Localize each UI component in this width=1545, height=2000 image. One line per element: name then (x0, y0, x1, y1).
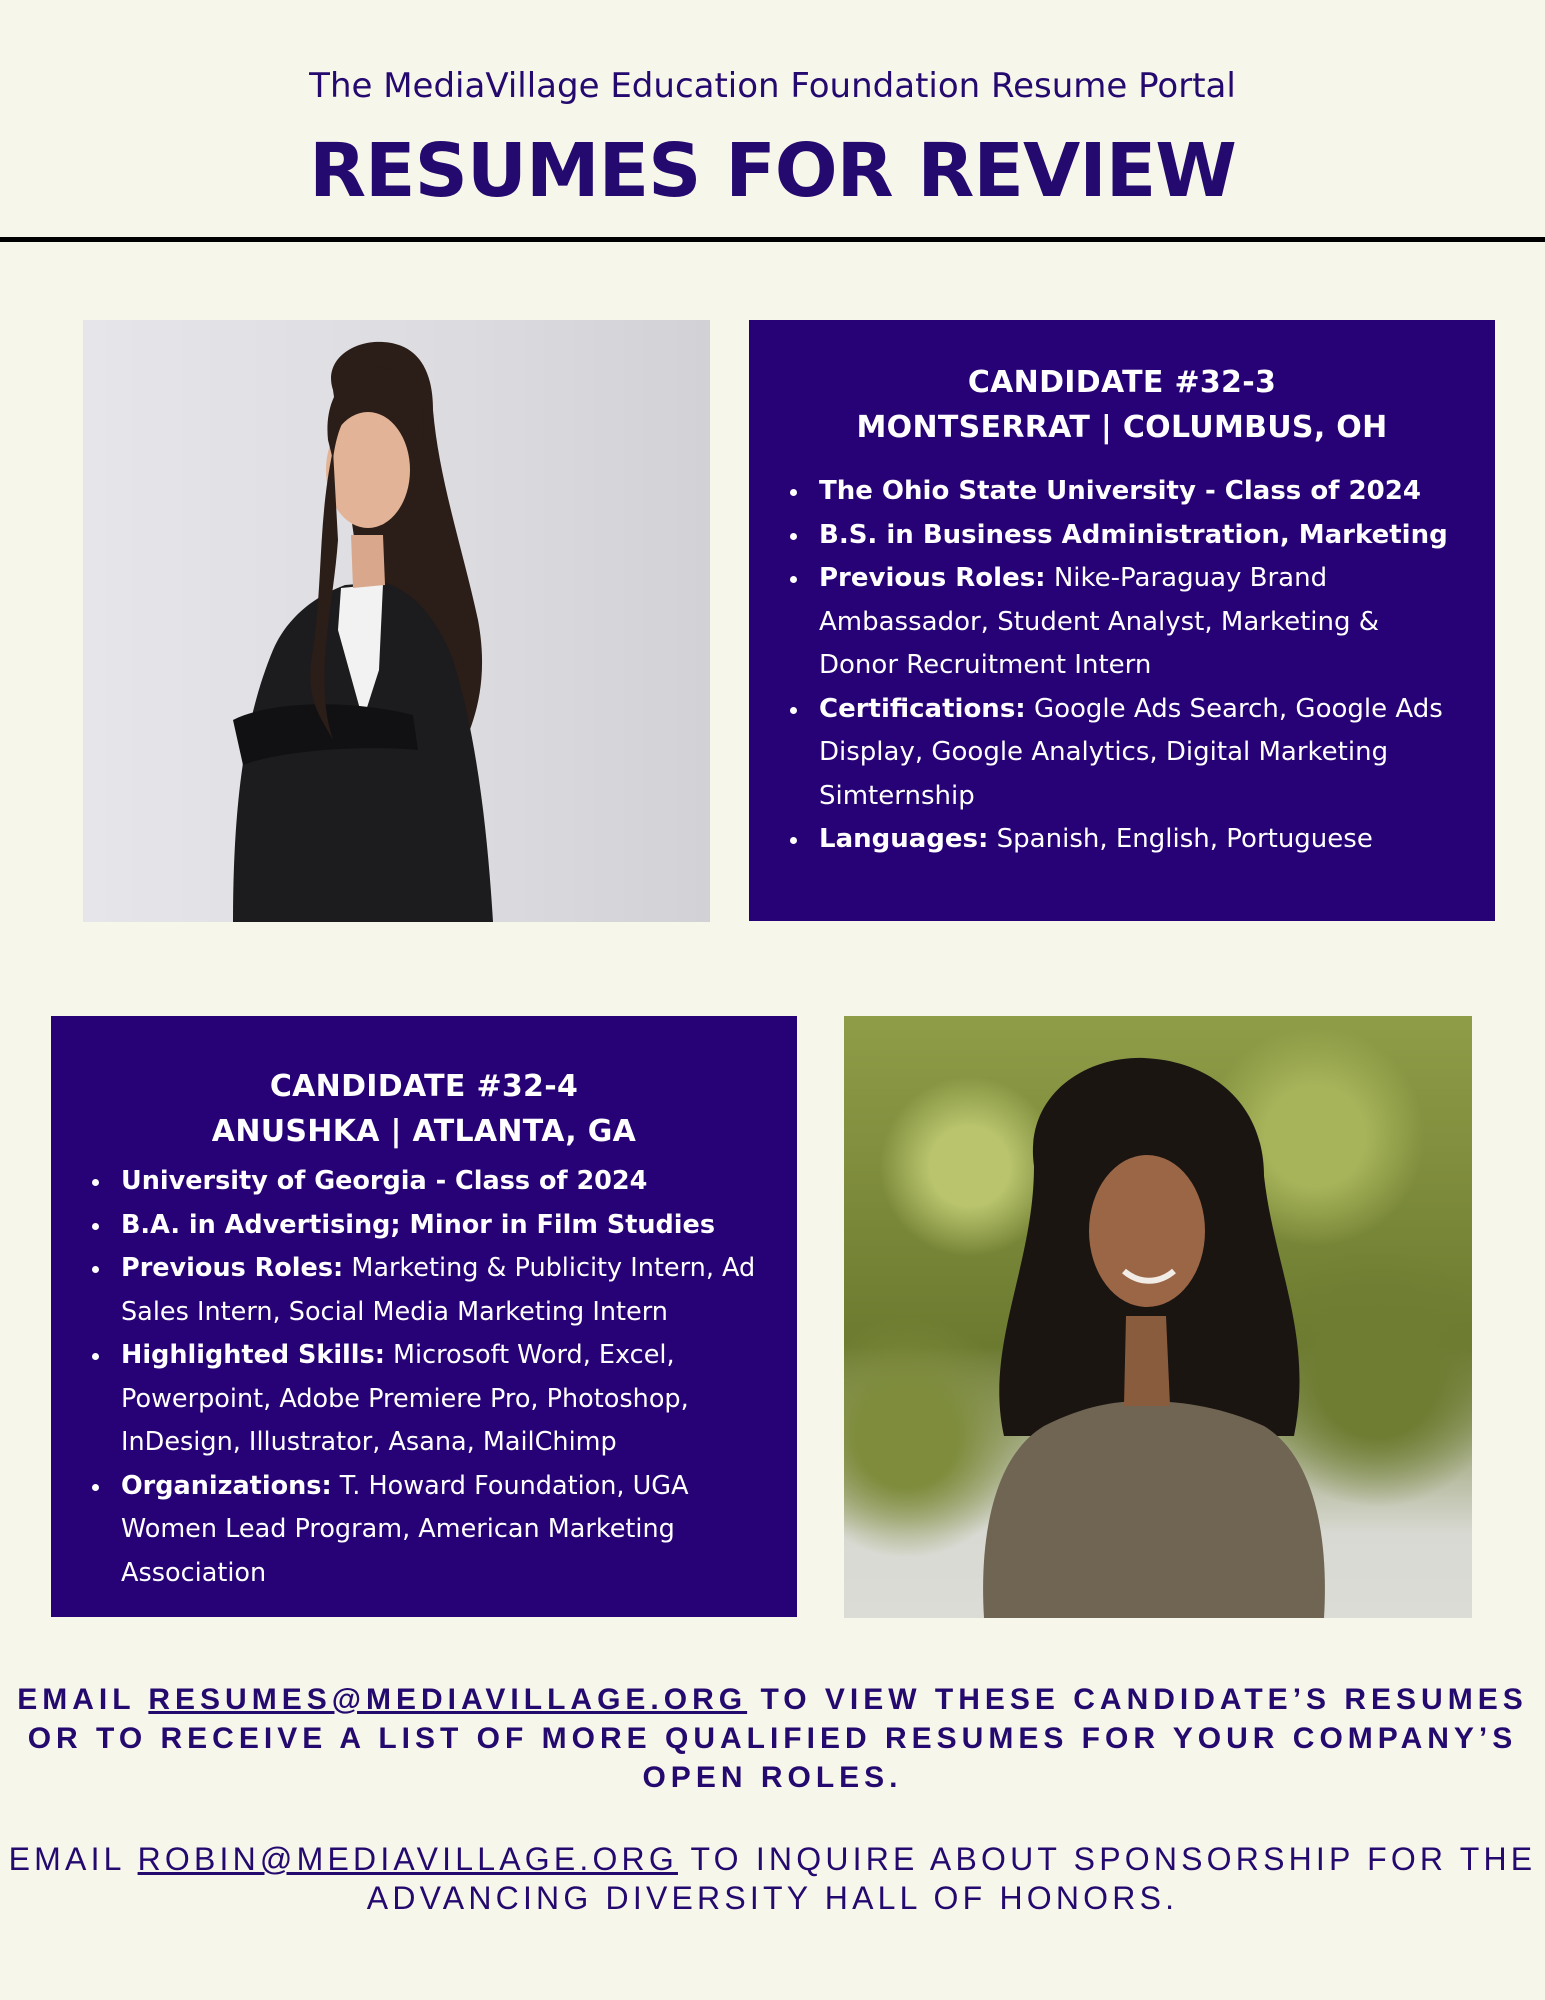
footer-text: TO INQUIRE ABOUT SPONSORSHIP FOR THE ADVANCING DIVERSITY HALL OF HONORS. (366, 1841, 1537, 1916)
school: University of Georgia - Class of 2024 (121, 1166, 648, 1196)
skills-value: Microsoft Word, Excel, Powerpoint, Adobe Premiere Pro, Photoshop, InDesign, Illustrator, Asana, MailChimp (121, 1340, 689, 1457)
list-item (113, 1465, 759, 1596)
candidate-number: CANDIDATE #32-4 (269, 1069, 579, 1104)
languages-value: Spanish, English, Portuguese (988, 824, 1373, 854)
organizations-value: T. Howard Foundation, UGA Women Lead Program, American Marketing Association (121, 1470, 689, 1588)
roles-label: Previous Roles: (819, 563, 1046, 593)
footer-text: TO VIEW THESE CANDIDATE’S RESUMES OR TO RECEIVE A LIST OF MORE QUALIFIED RESUMES FOR YOUR COMPANY’S OPEN ROLES. (27, 1683, 1528, 1794)
roles-value: Marketing & Publicity Intern, Ad Sales Intern, Social Media Marketing Intern (121, 1253, 756, 1327)
languages-label: Languages: (819, 824, 989, 854)
list-item (113, 1334, 759, 1465)
candidate-details-list (89, 1160, 759, 1595)
candidate-32-3-photo (83, 320, 710, 922)
candidate-32-3-card (749, 320, 1495, 921)
list-item (811, 557, 1457, 688)
candidate-details-list (787, 470, 1457, 862)
list-item (811, 688, 1457, 819)
resume-request-note (0, 1680, 1545, 1797)
skills-label: Highlighted Skills: (121, 1340, 385, 1370)
roles-label: Previous Roles: (121, 1253, 344, 1283)
roles-value: Nike-Paraguay Brand Ambassador, Student Analyst, Marketing & Donor Recruitment Intern (819, 563, 1380, 680)
list-item (811, 818, 1457, 862)
candidate-32-4-portrait (844, 1016, 1472, 1618)
list-item (113, 1160, 759, 1204)
degree: B.S. in Business Administration, Marketing (819, 519, 1448, 550)
list-item (811, 514, 1457, 558)
sponsorship-note (0, 1840, 1545, 1918)
candidate-name-location: ANUSHKA | ATLANTA, GA (211, 1114, 637, 1149)
degree: B.A. in Advertising; Minor in Film Studies (121, 1209, 716, 1240)
portal-subtitle: The MediaVillage Education Foundation Resume Portal (309, 66, 1236, 106)
candidate-32-4-card (51, 1016, 797, 1617)
footer-text: EMAIL (17, 1683, 149, 1716)
list-item (811, 470, 1457, 514)
organizations-label: Organizations: (121, 1470, 332, 1501)
list-item (113, 1204, 759, 1248)
footer-text: EMAIL (8, 1841, 138, 1877)
list-item (113, 1247, 759, 1334)
certifications-value: Google Ads Search, Google Ads Display, Google Analytics, Digital Marketing Simternship (819, 693, 1443, 811)
page-title: RESUMES FOR REVIEW (309, 128, 1236, 214)
school: The Ohio State University - Class of 2024 (819, 476, 1421, 506)
resumes-email-link[interactable]: RESUMES@MEDIAVILLAGE.ORG (148, 1683, 748, 1716)
candidate-number: CANDIDATE #32-3 (967, 365, 1277, 400)
header-divider (0, 237, 1545, 242)
candidate-name-location: MONTSERRAT | COLUMBUS, OH (856, 410, 1388, 445)
candidate-32-4-photo (844, 1016, 1472, 1618)
certifications-label: Certifications: (819, 693, 1026, 724)
candidate-32-3-portrait (83, 320, 710, 922)
robin-email-link[interactable]: ROBIN@MEDIAVILLAGE.ORG (137, 1841, 678, 1877)
